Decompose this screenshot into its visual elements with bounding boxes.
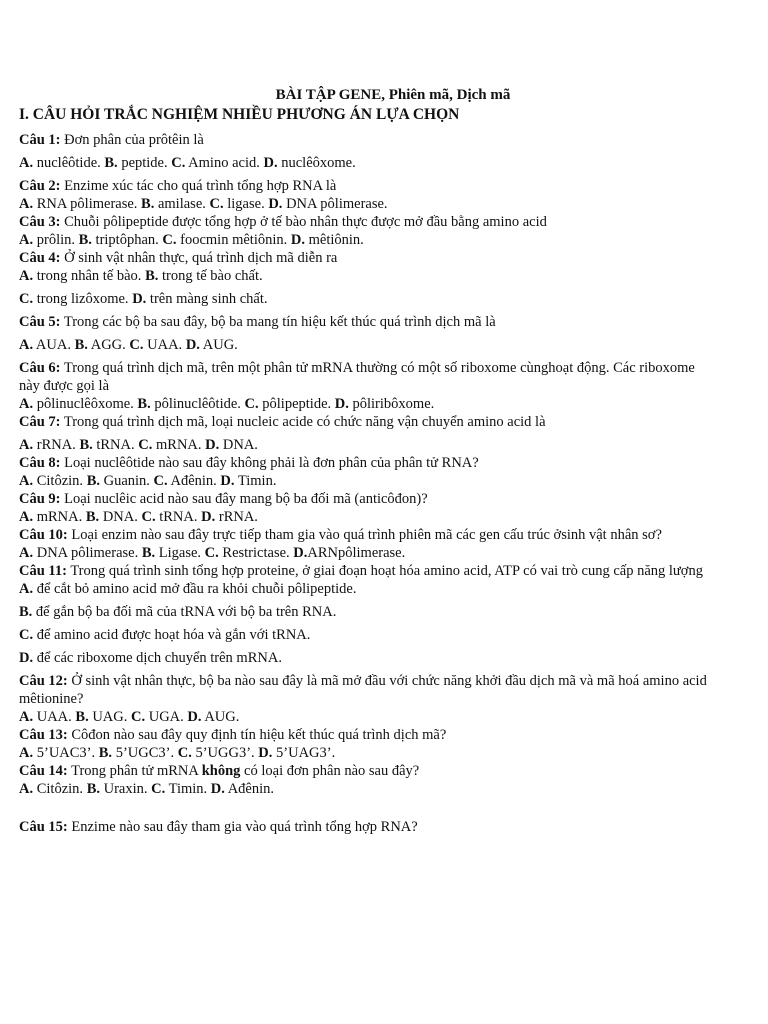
- question-7: Câu 7: Trong quá trình dịch mã, loại nucleic acide có chức năng vận chuyển amino acid là: [19, 414, 546, 430]
- section-heading: I. CÂU HỎI TRẮC NGHIỆM NHIỀU PHƯƠNG ÁN LỰA CHỌN: [19, 106, 460, 123]
- question-14: Câu 14: Trong phân tử mRNA không có loại đơn phân nào sau đây?: [19, 763, 420, 779]
- question-6: Câu 6: Trong quá trình dịch mã, trên một phân tử mRNA thường có một số riboxome cùnghoạt động. Các riboxome này được gọi là: [19, 360, 695, 394]
- question-12: Câu 12: Ở sinh vật nhân thực, bộ ba nào sau đây là mã mở đầu với chức năng khởi đầu dịch mã và mã hoá amino acid mêtionine?: [19, 673, 707, 707]
- answers-1: A. nuclêôtide. B. peptide. C. Amino acid. D. nuclêôxome.: [19, 155, 356, 171]
- answers-13: A. 5’UAC3’. B. 5’UGC3’. C. 5’UGG3’. D. 5’UAG3’.: [19, 745, 336, 761]
- answers-4-cd: C. trong lizôxome. D. trên màng sinh chất.: [19, 291, 268, 307]
- question-2: Câu 2: Enzime xúc tác cho quá trình tổng hợp RNA là: [19, 178, 337, 194]
- answers-8: A. Citôzin. B. Guanin. C. Ađênin. D. Timin.: [19, 473, 277, 489]
- answer-11-d: D. để các riboxome dịch chuyển trên mRNA.: [19, 650, 282, 666]
- answers-10: A. DNA pôlimerase. B. Ligase. C. Restrictase. D.ARNpôlimerase.: [19, 545, 406, 561]
- answers-2: A. RNA pôlimerase. B. amilase. C. ligase. D. DNA pôlimerase.: [19, 196, 388, 212]
- question-8: Câu 8: Loại nuclêôtide nào sau đây không phải là đơn phân của phân tử RNA?: [19, 455, 479, 471]
- question-10: Câu 10: Loại enzim nào sau đây trực tiếp tham gia vào quá trình phiên mã các gen cấu trúc ởsinh vật nhân sơ?: [19, 527, 662, 543]
- question-5: Câu 5: Trong các bộ ba sau đây, bộ ba mang tín hiệu kết thúc quá trình dịch mã là: [19, 314, 496, 330]
- question-3: Câu 3: Chuỗi pôlipeptide được tổng hợp ở tế bào nhân thực được mở đầu bằng amino acid: [19, 214, 547, 230]
- answer-11-c: C. để amino acid được hoạt hóa và gắn với tRNA.: [19, 627, 311, 643]
- answers-6: A. pôlinuclêôxome. B. pôlinuclêôtide. C. pôlipeptide. D. pôliribôxome.: [19, 396, 435, 412]
- answers-14: A. Citôzin. B. Uraxin. C. Timin. D. Ađênin.: [19, 781, 275, 797]
- answers-4-ab: A. trong nhân tế bào. B. trong tế bào chất.: [19, 268, 263, 284]
- answer-11-b: B. để gắn bộ ba đối mã của tRNA với bộ ba trên RNA.: [19, 604, 337, 620]
- document-page: [19, 86, 719, 836]
- answers-9: A. mRNA. B. DNA. C. tRNA. D. rRNA.: [19, 509, 258, 525]
- question-11: Câu 11: Trong quá trình sinh tổng hợp proteine, ở giai đoạn hoạt hóa amino acid, ATP có vai trò cung cấp năng lượng: [19, 563, 703, 579]
- question-1: Câu 1: Đơn phân của prôtêin là: [19, 132, 204, 148]
- answers-3: A. prôlin. B. triptôphan. C. foocmin mêtiônin. D. mêtiônin.: [19, 232, 364, 248]
- answers-12: A. UAA. B. UAG. C. UGA. D. AUG.: [19, 709, 240, 725]
- question-15: Câu 15: Enzime nào sau đây tham gia vào quá trình tổng hợp RNA?: [19, 819, 418, 835]
- document-title: BÀI TẬP GENE, Phiên mã, Dịch mã: [275, 87, 511, 103]
- answers-5: A. AUA. B. AGG. C. UAA. D. AUG.: [19, 337, 238, 353]
- answer-11-a: A. để cắt bỏ amino acid mở đầu ra khỏi chuỗi pôlipeptide.: [19, 581, 357, 597]
- question-4: Câu 4: Ở sinh vật nhân thực, quá trình dịch mã diễn ra: [19, 250, 338, 266]
- question-13: Câu 13: Côđon nào sau đây quy định tín hiệu kết thúc quá trình dịch mã?: [19, 727, 447, 743]
- answers-7: A. rRNA. B. tRNA. C. mRNA. D. DNA.: [19, 437, 258, 453]
- question-9: Câu 9: Loại nuclêic acid nào sau đây mang bộ ba đối mã (anticôđon)?: [19, 491, 428, 507]
